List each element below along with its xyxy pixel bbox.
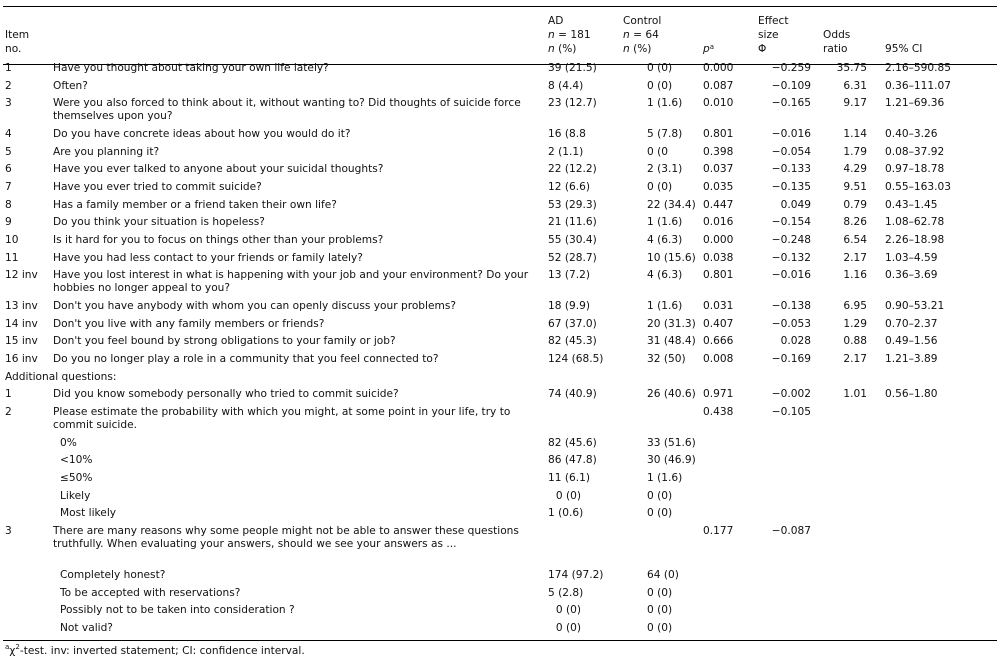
control-value bbox=[623, 406, 703, 437]
ci-value: 2.16–590.85 bbox=[885, 62, 951, 74]
ad-value: 174 (97.2) bbox=[548, 568, 604, 581]
ad-value: 1 (0.6) bbox=[548, 507, 584, 520]
empty-cell bbox=[885, 454, 995, 472]
item-number: 2 bbox=[5, 406, 12, 418]
p-value: 0.031 bbox=[703, 299, 734, 312]
table-row bbox=[5, 97, 995, 128]
ad-value: 52 (28.7) bbox=[548, 251, 597, 264]
item-question: Do you have concrete ideas about how you would do it? bbox=[53, 127, 351, 140]
effect-size-value: −0.133 bbox=[771, 163, 811, 176]
empty-cell bbox=[703, 622, 758, 640]
ci-value: 0.55–163.03 bbox=[885, 180, 951, 193]
option-label: Completely honest? bbox=[60, 568, 166, 581]
control-value: 20 (31.3) bbox=[647, 317, 696, 330]
table-header-row bbox=[5, 12, 995, 62]
ad-value: 124 (68.5) bbox=[548, 352, 604, 365]
item-question: Did you know somebody personally who tried to commit suicide? bbox=[53, 388, 399, 401]
empty-cell bbox=[823, 472, 885, 490]
item-number: 7 bbox=[5, 180, 12, 193]
odds-ratio-value bbox=[823, 406, 885, 437]
ad-value: 22 (12.2) bbox=[548, 163, 597, 176]
control-value: 30 (46.9) bbox=[647, 454, 696, 467]
item-question: Were you also forced to think about it, without wanting to? Did thoughts of suicide force themselves upon you? bbox=[53, 97, 521, 123]
option-label: <10% bbox=[60, 454, 93, 467]
item-number: 10 bbox=[5, 234, 19, 246]
option-row bbox=[5, 490, 995, 508]
table-row bbox=[5, 252, 995, 270]
p-value: 0.177 bbox=[703, 524, 734, 537]
section-label-row bbox=[5, 371, 995, 389]
effect-size-value: −0.002 bbox=[771, 388, 811, 401]
table-row bbox=[5, 181, 995, 199]
odds-ratio-value: 35.75 bbox=[836, 62, 867, 74]
empty-cell bbox=[823, 454, 885, 472]
option-row bbox=[5, 507, 995, 525]
option-row bbox=[5, 454, 995, 472]
empty-cell bbox=[885, 569, 995, 587]
item-number: 6 bbox=[5, 163, 12, 176]
ci-value: 0.40–3.26 bbox=[885, 127, 938, 140]
control-value: 31 (48.4) bbox=[647, 335, 696, 348]
table-row bbox=[5, 216, 995, 234]
item-number: 5 bbox=[5, 145, 12, 158]
effect-size-value: −0.154 bbox=[771, 216, 811, 229]
empty-cell bbox=[703, 454, 758, 472]
odds-ratio-value: 9.51 bbox=[843, 180, 867, 193]
ad-value: 16 (8.8 bbox=[548, 127, 586, 140]
control-value: 64 (0) bbox=[647, 568, 679, 581]
table-row bbox=[5, 199, 995, 217]
p-value: 0.010 bbox=[703, 97, 734, 110]
empty-cell bbox=[885, 437, 995, 455]
table-row bbox=[5, 525, 995, 569]
ci-value: 0.97–18.78 bbox=[885, 163, 945, 176]
control-value: 0 (0) bbox=[647, 79, 673, 92]
ad-value: 55 (30.4) bbox=[548, 234, 597, 246]
ci-value bbox=[885, 525, 995, 569]
effect-size-value: −0.053 bbox=[771, 317, 811, 330]
empty-cell bbox=[703, 490, 758, 508]
ci-value: 0.08–37.92 bbox=[885, 145, 945, 158]
option-row bbox=[5, 604, 995, 622]
empty-cell bbox=[823, 569, 885, 587]
p-value: 0.008 bbox=[703, 352, 734, 365]
ci-value: 0.49–1.56 bbox=[885, 335, 938, 348]
ci-value bbox=[885, 406, 995, 437]
item-number: 8 bbox=[5, 198, 12, 211]
table-row bbox=[5, 406, 995, 437]
empty-cell bbox=[758, 437, 823, 455]
option-label: Most likely bbox=[60, 507, 117, 520]
option-spacer bbox=[5, 437, 53, 455]
ci-value: 1.21–3.89 bbox=[885, 352, 938, 365]
ad-value: 18 (9.9) bbox=[548, 299, 590, 312]
item-number: 4 bbox=[5, 127, 12, 140]
odds-ratio-value: 2.17 bbox=[843, 251, 867, 264]
p-value: 0.000 bbox=[703, 234, 734, 246]
effect-size-value: −0.135 bbox=[771, 180, 811, 193]
table-row bbox=[5, 300, 995, 318]
odds-ratio-value: 4.29 bbox=[843, 163, 867, 176]
control-value: 0 (0) bbox=[647, 586, 673, 599]
odds-ratio-value: 0.88 bbox=[843, 335, 867, 348]
control-value: 33 (51.6) bbox=[647, 436, 696, 449]
ad-value: 23 (12.7) bbox=[548, 97, 597, 110]
item-question: Is it hard for you to focus on things other than your problems? bbox=[53, 234, 384, 246]
empty-cell bbox=[758, 587, 823, 605]
ad-value: 13 (7.2) bbox=[548, 269, 590, 282]
item-question: Do you think your situation is hopeless? bbox=[53, 216, 265, 229]
ci-value: 0.70–2.37 bbox=[885, 317, 938, 330]
effect-size-value: −0.259 bbox=[771, 62, 811, 74]
empty-cell bbox=[823, 622, 885, 640]
empty-cell bbox=[703, 507, 758, 525]
p-value: 0.016 bbox=[703, 216, 734, 229]
item-question: There are many reasons why some people might not be able to answer these questions truthfully. When evaluating your answers, should we see your answers as ... bbox=[53, 524, 519, 550]
option-label: 0% bbox=[60, 436, 77, 449]
option-row bbox=[5, 587, 995, 605]
item-number: 9 bbox=[5, 216, 12, 229]
ad-value: 2 (1.1) bbox=[548, 145, 584, 158]
ad-value: 0 (0) bbox=[555, 489, 581, 502]
option-row bbox=[5, 569, 995, 587]
item-number: 12 inv bbox=[5, 269, 38, 282]
option-spacer bbox=[5, 490, 53, 508]
ad-value: 82 (45.6) bbox=[548, 436, 597, 449]
control-value: 0 (0) bbox=[647, 180, 673, 193]
table-row bbox=[5, 80, 995, 98]
header-effect-size: Effect size Φ bbox=[758, 15, 789, 55]
effect-size-value: −0.054 bbox=[771, 145, 811, 158]
option-row bbox=[5, 622, 995, 640]
table-body bbox=[5, 62, 995, 640]
header-odds-ratio: Odds ratio bbox=[823, 29, 851, 55]
control-value: 5 (7.8) bbox=[647, 127, 683, 140]
option-spacer bbox=[5, 569, 53, 587]
results-table bbox=[5, 12, 995, 640]
effect-size-value: −0.132 bbox=[771, 251, 811, 264]
empty-cell bbox=[758, 569, 823, 587]
bottom-rule bbox=[3, 640, 997, 641]
effect-size-value: −0.087 bbox=[771, 524, 811, 537]
p-value: 0.038 bbox=[703, 251, 734, 264]
empty-cell bbox=[823, 604, 885, 622]
empty-cell bbox=[758, 622, 823, 640]
item-number: 16 inv bbox=[5, 352, 38, 365]
ad-value: 67 (37.0) bbox=[548, 317, 597, 330]
control-value: 2 (3.1) bbox=[647, 163, 683, 176]
header-item-no: Item no. bbox=[5, 29, 30, 55]
table-row bbox=[5, 318, 995, 336]
item-question: Have you ever talked to anyone about your suicidal thoughts? bbox=[53, 163, 384, 176]
p-value: 0.447 bbox=[703, 198, 734, 211]
additional-questions-label: Additional questions: bbox=[5, 370, 117, 383]
control-value: 0 (0) bbox=[647, 622, 673, 634]
p-value: 0.398 bbox=[703, 145, 734, 158]
odds-ratio-value: 1.29 bbox=[843, 317, 867, 330]
ci-value: 1.03–4.59 bbox=[885, 251, 938, 264]
p-value: 0.407 bbox=[703, 317, 734, 330]
ad-value: 39 (21.5) bbox=[548, 62, 597, 74]
header-item-text bbox=[53, 12, 548, 62]
empty-cell bbox=[885, 472, 995, 490]
table-row bbox=[5, 335, 995, 353]
ad-value: 82 (45.3) bbox=[548, 335, 597, 348]
option-label: ≤50% bbox=[60, 471, 93, 484]
p-value: 0.666 bbox=[703, 335, 734, 348]
empty-cell bbox=[758, 454, 823, 472]
header-p-value: $p^a$ bbox=[703, 43, 715, 55]
option-row bbox=[5, 472, 995, 490]
item-question: Have you lost interest in what is happening with your job and your environment? Do your hobbies no longer appeal to you? bbox=[53, 269, 529, 295]
empty-cell bbox=[758, 604, 823, 622]
control-value: 32 (50) bbox=[647, 352, 686, 365]
item-number: 14 inv bbox=[5, 317, 38, 330]
item-question: Have you thought about taking your own life lately? bbox=[53, 62, 329, 74]
top-rule bbox=[3, 6, 997, 7]
p-value: 0.087 bbox=[703, 79, 734, 92]
table-row bbox=[5, 128, 995, 146]
table-row bbox=[5, 163, 995, 181]
table-row bbox=[5, 62, 995, 80]
ad-value: 0 (0) bbox=[555, 604, 581, 617]
item-question: Don't you live with any family members or friends? bbox=[53, 317, 325, 330]
ci-value: 2.26–18.98 bbox=[885, 234, 945, 246]
empty-cell bbox=[823, 437, 885, 455]
ad-value: 12 (6.6) bbox=[548, 180, 590, 193]
option-spacer bbox=[5, 587, 53, 605]
control-value bbox=[623, 525, 703, 569]
table-row bbox=[5, 146, 995, 164]
effect-size-value: −0.138 bbox=[771, 299, 811, 312]
odds-ratio-value: 0.79 bbox=[843, 198, 867, 211]
control-value: 22 (34.4) bbox=[647, 198, 696, 211]
footnote: $^a\chi^2$-test. inv: inverted statement; CI: confidence interval. bbox=[5, 643, 305, 657]
option-label: To be accepted with reservations? bbox=[60, 586, 241, 599]
odds-ratio-value: 1.79 bbox=[843, 145, 867, 158]
item-number: 15 inv bbox=[5, 335, 38, 348]
effect-size-value: −0.169 bbox=[771, 352, 811, 365]
option-spacer bbox=[5, 472, 53, 490]
control-value: 4 (6.3) bbox=[647, 269, 683, 282]
ad-value: 11 (6.1) bbox=[548, 471, 590, 484]
table-row bbox=[5, 353, 995, 371]
item-number: 1 bbox=[5, 388, 12, 401]
option-row bbox=[5, 437, 995, 455]
ci-value: 0.36–111.07 bbox=[885, 79, 951, 92]
empty-cell bbox=[885, 587, 995, 605]
effect-size-value: −0.109 bbox=[771, 79, 811, 92]
table-row bbox=[5, 234, 995, 252]
item-question: Have you had less contact to your friends or family lately? bbox=[53, 251, 363, 264]
ci-value: 0.43–1.45 bbox=[885, 198, 938, 211]
option-spacer bbox=[5, 622, 53, 640]
control-value: 1 (1.6) bbox=[647, 97, 683, 110]
control-value: 10 (15.6) bbox=[647, 251, 696, 264]
effect-size-value: −0.016 bbox=[771, 127, 811, 140]
header-ad: AD n = 181 n (%) bbox=[548, 15, 591, 55]
option-spacer bbox=[5, 507, 53, 525]
item-question: Has a family member or a friend taken their own life? bbox=[53, 198, 337, 211]
odds-ratio-value: 6.31 bbox=[843, 79, 867, 92]
odds-ratio-value: 6.54 bbox=[843, 234, 867, 246]
ci-value: 0.56–1.80 bbox=[885, 388, 938, 401]
odds-ratio-value: 6.95 bbox=[843, 299, 867, 312]
effect-size-value: −0.248 bbox=[771, 234, 811, 246]
option-label: Not valid? bbox=[60, 622, 113, 634]
control-value: 0 (0) bbox=[647, 489, 673, 502]
control-value: 0 (0 bbox=[647, 145, 668, 158]
option-spacer bbox=[5, 454, 53, 472]
p-value: 0.000 bbox=[703, 62, 734, 74]
item-number: 1 bbox=[5, 62, 12, 74]
control-value: 26 (40.6) bbox=[647, 388, 696, 401]
effect-size-value: 0.049 bbox=[780, 198, 811, 211]
control-value: 0 (0) bbox=[647, 62, 673, 74]
odds-ratio-value: 1.01 bbox=[843, 388, 867, 401]
item-question: Are you planning it? bbox=[53, 145, 160, 158]
effect-size-value: 0.028 bbox=[780, 335, 811, 348]
empty-cell bbox=[703, 472, 758, 490]
item-number: 13 inv bbox=[5, 299, 38, 312]
control-value: 1 (1.6) bbox=[647, 471, 683, 484]
ad-value: 8 (4.4) bbox=[548, 79, 584, 92]
option-spacer bbox=[5, 604, 53, 622]
p-value: 0.037 bbox=[703, 163, 734, 176]
item-number: 3 bbox=[5, 524, 12, 537]
empty-cell bbox=[703, 437, 758, 455]
empty-cell bbox=[758, 507, 823, 525]
table-row bbox=[5, 269, 995, 300]
control-value: 1 (1.6) bbox=[647, 299, 683, 312]
effect-size-value: −0.165 bbox=[771, 97, 811, 110]
odds-ratio-value bbox=[823, 525, 885, 569]
odds-ratio-value: 9.17 bbox=[843, 97, 867, 110]
empty-cell bbox=[823, 587, 885, 605]
empty-cell bbox=[758, 472, 823, 490]
item-number: 3 bbox=[5, 97, 12, 110]
item-question: Often? bbox=[53, 79, 88, 92]
item-question: Have you ever tried to commit suicide? bbox=[53, 180, 262, 193]
ad-value: 21 (11.6) bbox=[548, 216, 597, 229]
ci-value: 1.08–62.78 bbox=[885, 216, 945, 229]
empty-cell bbox=[703, 569, 758, 587]
empty-cell bbox=[758, 490, 823, 508]
empty-cell bbox=[885, 507, 995, 525]
ad-value bbox=[548, 406, 623, 437]
ad-value: 5 (2.8) bbox=[548, 586, 584, 599]
odds-ratio-value: 8.26 bbox=[843, 216, 867, 229]
ci-value: 0.36–3.69 bbox=[885, 269, 938, 282]
item-question: Don't you feel bound by strong obligations to your family or job? bbox=[53, 335, 396, 348]
header-control: Control n = 64 n (%) bbox=[623, 15, 662, 55]
ad-value: 86 (47.8) bbox=[548, 454, 597, 467]
empty-cell bbox=[885, 604, 995, 622]
odds-ratio-value: 2.17 bbox=[843, 352, 867, 365]
control-value: 1 (1.6) bbox=[647, 216, 683, 229]
empty-cell bbox=[823, 490, 885, 508]
option-label: Possibly not to be taken into consideration ? bbox=[60, 604, 295, 617]
empty-cell bbox=[823, 507, 885, 525]
p-value: 0.035 bbox=[703, 180, 734, 193]
control-value: 4 (6.3) bbox=[647, 234, 683, 246]
table-row bbox=[5, 388, 995, 406]
ad-value: 74 (40.9) bbox=[548, 388, 597, 401]
control-value: 0 (0) bbox=[647, 604, 673, 617]
ci-value: 1.21–69.36 bbox=[885, 97, 945, 110]
control-value: 0 (0) bbox=[647, 507, 673, 520]
p-value: 0.971 bbox=[703, 388, 734, 401]
ad-value: 53 (29.3) bbox=[548, 198, 597, 211]
item-question: Please estimate the probability with which you might, at some point in your life, try to commit suicide. bbox=[53, 406, 511, 431]
effect-size-value: −0.016 bbox=[771, 269, 811, 282]
empty-cell bbox=[885, 622, 995, 640]
item-number: 2 bbox=[5, 79, 12, 92]
p-value: 0.801 bbox=[703, 127, 734, 140]
ad-value bbox=[548, 525, 623, 569]
empty-cell bbox=[885, 490, 995, 508]
item-question: Don't you have anybody with whom you can openly discuss your problems? bbox=[53, 299, 456, 312]
p-value: 0.438 bbox=[703, 406, 734, 418]
p-value: 0.801 bbox=[703, 269, 734, 282]
ad-value: 0 (0) bbox=[555, 622, 581, 634]
header-ci: 95% CI bbox=[885, 43, 923, 55]
empty-cell bbox=[703, 587, 758, 605]
item-number: 11 bbox=[5, 251, 19, 264]
effect-size-value: −0.105 bbox=[771, 406, 811, 418]
empty-cell bbox=[703, 604, 758, 622]
option-label: Likely bbox=[60, 489, 91, 502]
item-question: Do you no longer play a role in a community that you feel connected to? bbox=[53, 352, 439, 365]
ci-value: 0.90–53.21 bbox=[885, 299, 945, 312]
odds-ratio-value: 1.16 bbox=[843, 269, 867, 282]
odds-ratio-value: 1.14 bbox=[843, 127, 867, 140]
